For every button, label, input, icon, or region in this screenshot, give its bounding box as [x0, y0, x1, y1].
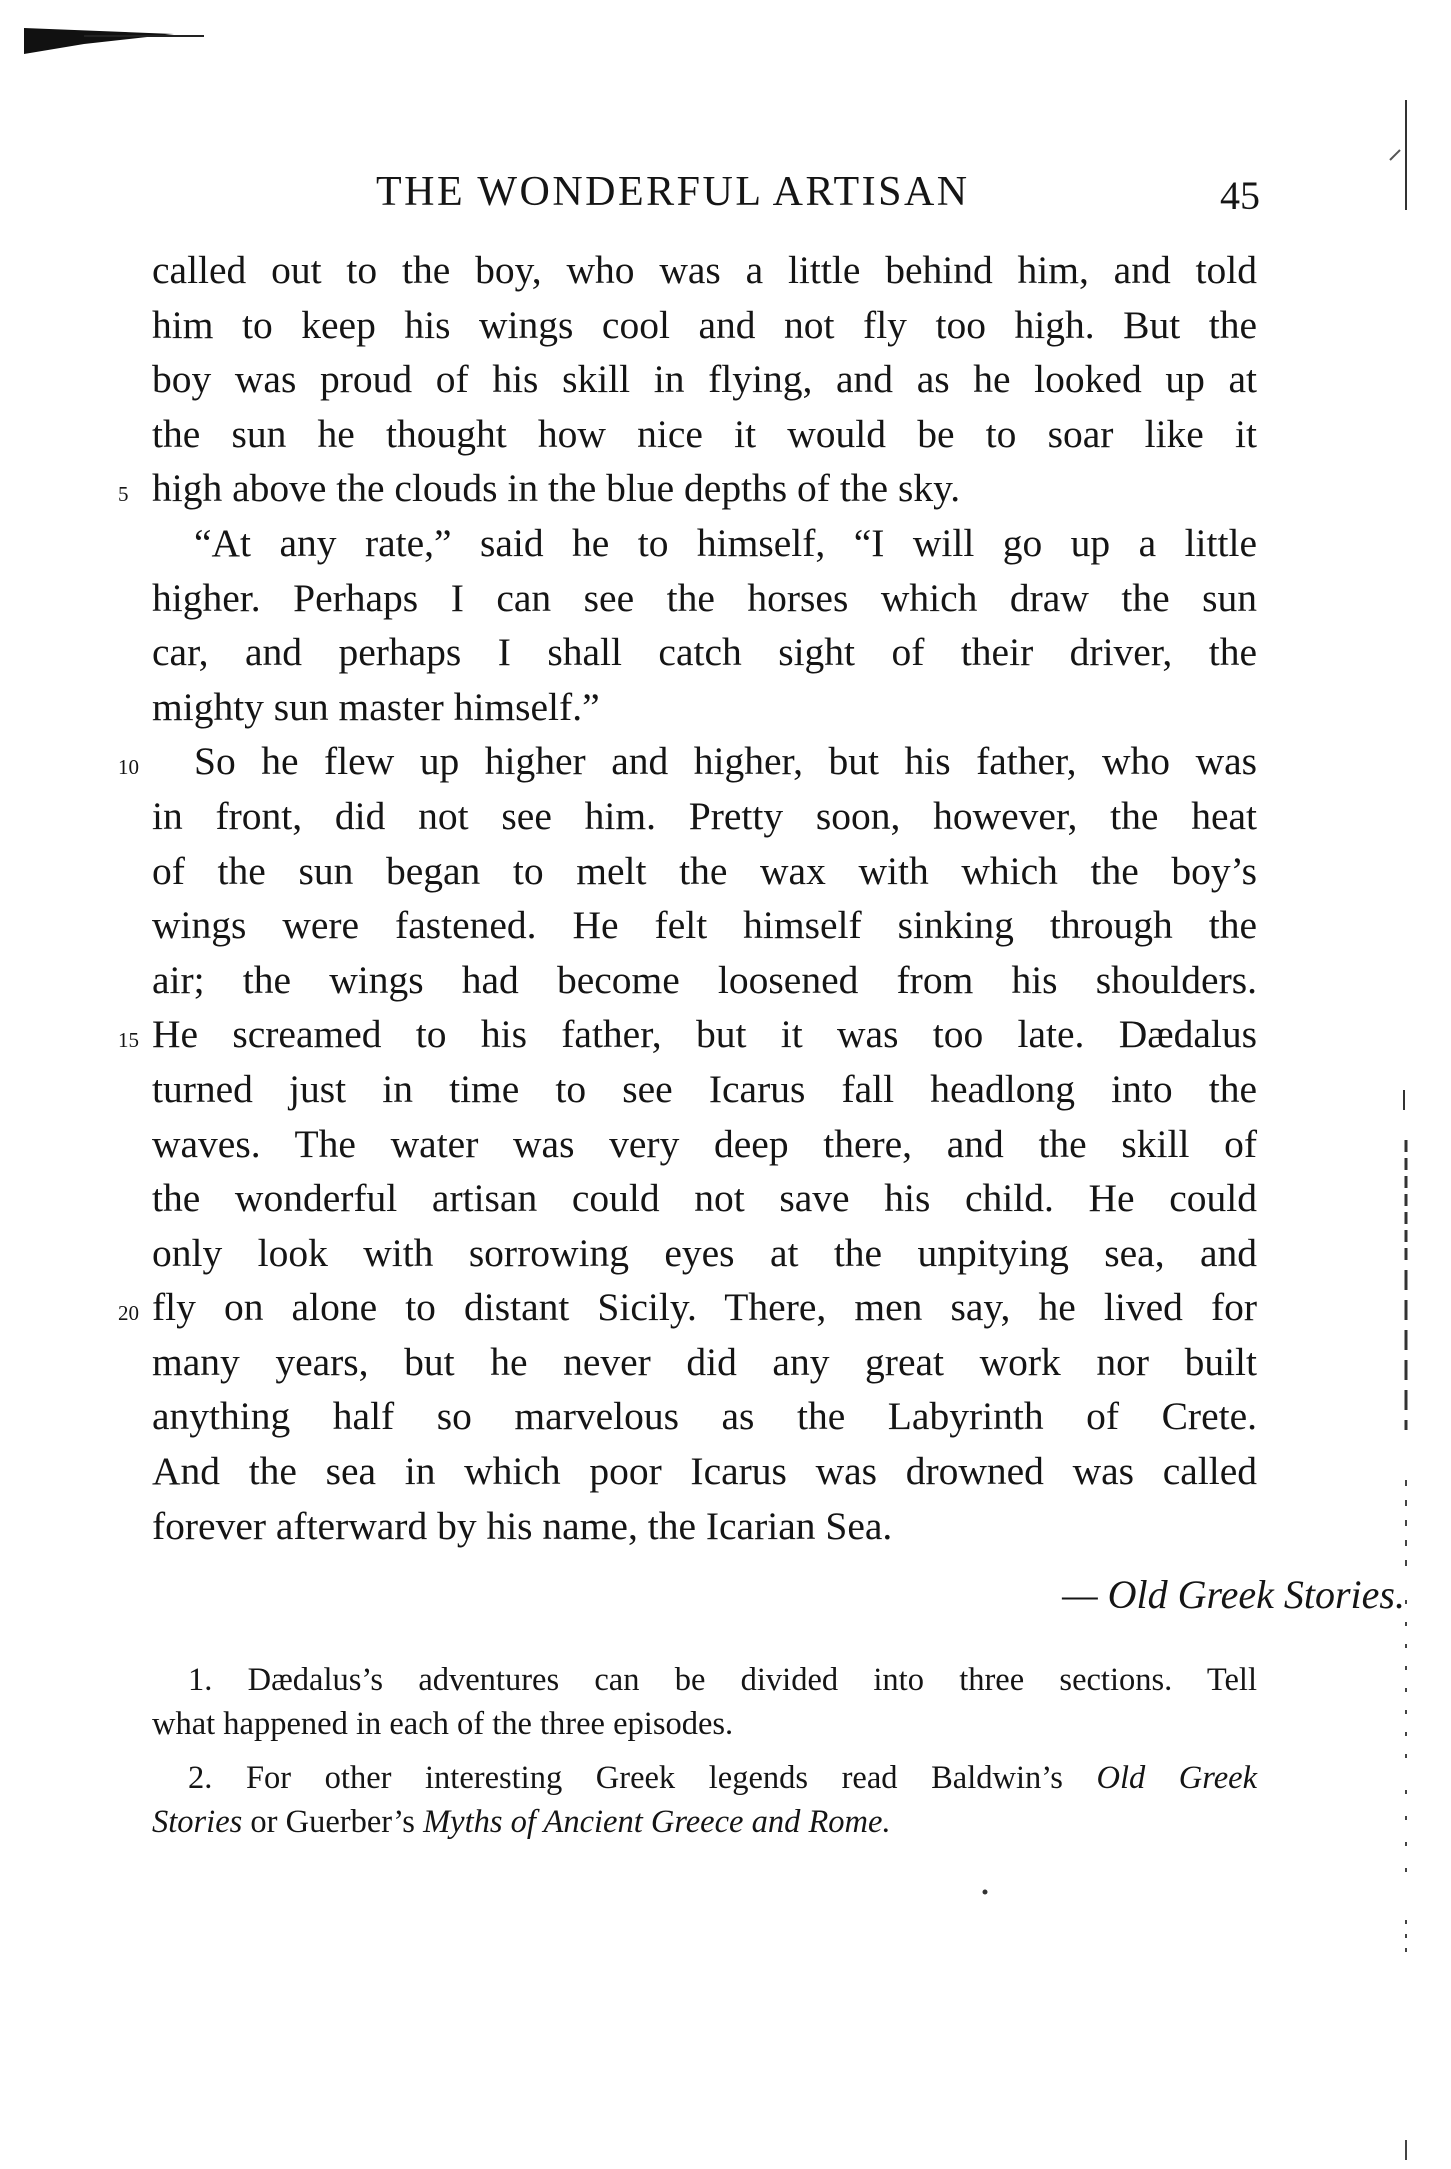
page-number: 45 — [1220, 173, 1260, 218]
line-number: 5 — [118, 482, 129, 507]
note-2-text-2: or Guerber’s — [242, 1804, 424, 1840]
text-line — [118, 1280, 1257, 1335]
text-line — [152, 1389, 1257, 1444]
page-header — [150, 162, 1260, 222]
text-line-content: wings were fastened. He felt himself sinking through the — [152, 903, 1257, 948]
note-2-text: 2. For other interesting Greek legends read Baldwin’s — [188, 1760, 1097, 1796]
source-attribution: — Old Greek Stories. — [1062, 1572, 1405, 1617]
note-2-line-2 — [152, 1800, 1257, 1844]
text-line-content: only look with sorrowing eyes at the unpitying sea, and — [152, 1230, 1257, 1275]
text-line — [118, 1007, 1257, 1062]
text-line-content: many years, but he never did any great work nor built — [152, 1339, 1257, 1384]
text-line-content: forever afterward by his name, the Icarian Sea. — [152, 1503, 893, 1548]
note-2-line-1 — [152, 1756, 1257, 1800]
text-line-content: car, and perhaps I shall catch sight of their driver, the — [152, 630, 1257, 675]
text-line-content: the sun he thought how nice it would be to soar like it — [152, 411, 1257, 456]
text-line-content: mighty sun master himself.” — [152, 684, 600, 729]
note-2-book-title-a: Old Greek — [1096, 1760, 1257, 1796]
text-line-content: He screamed to his father, but it was too late. Dædalus — [152, 1012, 1257, 1057]
text-line-content: boy was proud of his skill in flying, and as he looked up at — [152, 357, 1257, 402]
text-line — [152, 352, 1257, 407]
text-line-content: waves. The water was very deep there, and the skill of — [152, 1121, 1257, 1166]
text-line-content: “At any rate,” said he to himself, “I will go up a little — [194, 520, 1257, 565]
text-line — [152, 898, 1257, 953]
footnotes — [152, 1658, 1257, 1844]
text-line-content: So he flew up higher and higher, but his father, who was — [194, 739, 1257, 784]
text-line — [152, 516, 1257, 571]
text-line — [152, 1335, 1257, 1390]
text-line — [152, 1226, 1257, 1281]
text-line-content: anything half so marvelous as the Labyrinth of Crete. — [152, 1394, 1257, 1439]
text-line-content: And the sea in which poor Icarus was drowned was called — [152, 1449, 1257, 1494]
line-number: 15 — [118, 1028, 139, 1053]
text-line — [152, 571, 1257, 626]
text-line — [152, 1444, 1257, 1499]
text-line — [152, 625, 1257, 680]
text-line-content: fly on alone to distant Sicily. There, men say, he lived for — [152, 1285, 1257, 1330]
text-line — [152, 789, 1257, 844]
scan-edge-marks — [1380, 100, 1420, 2160]
text-line-content: the wonderful artisan could not save his child. He could — [152, 1176, 1257, 1221]
note-2-book-title-c: Myths of Ancient Greece and Rome. — [423, 1804, 891, 1840]
note-1-line-1: 1. Dædalus’s adventures can be divided into three sections. Tell — [188, 1662, 1257, 1698]
text-line — [152, 953, 1257, 1008]
text-line-content: him to keep his wings cool and not fly too high. But the — [152, 302, 1257, 347]
line-number: 10 — [118, 755, 139, 780]
text-line-content: higher. Perhaps I can see the horses which draw the sun — [152, 575, 1257, 620]
text-line — [152, 243, 1257, 298]
note-1-line-2: what happened in each of the three episodes. — [152, 1706, 734, 1742]
text-line-content: in front, did not see him. Pretty soon, however, the heat — [152, 793, 1257, 838]
running-title: THE WONDERFUL ARTISAN — [376, 169, 970, 215]
text-line — [118, 461, 1257, 516]
text-line-content: high above the clouds in the blue depths of the sky. — [152, 466, 961, 511]
text-line — [152, 1062, 1257, 1117]
line-number: 20 — [118, 1301, 139, 1326]
text-line — [152, 1499, 1257, 1554]
text-line — [152, 844, 1257, 899]
text-line-content: called out to the boy, who was a little behind him, and told — [152, 248, 1257, 292]
text-line — [152, 1171, 1257, 1226]
text-line — [152, 298, 1257, 353]
text-line — [152, 680, 1257, 735]
scan-artifact-mark — [24, 20, 204, 60]
text-line-content: turned just in time to see Icarus fall headlong into the — [152, 1066, 1257, 1111]
body-text — [118, 243, 1257, 1553]
text-line — [152, 407, 1257, 462]
text-line — [152, 1117, 1257, 1172]
text-line-content: air; the wings had become loosened from his shoulders. — [152, 957, 1257, 1002]
text-line-content: of the sun began to melt the wax with which the boy’s — [152, 848, 1257, 893]
text-line — [118, 734, 1257, 789]
note-2-book-title-b: Stories — [152, 1804, 243, 1840]
